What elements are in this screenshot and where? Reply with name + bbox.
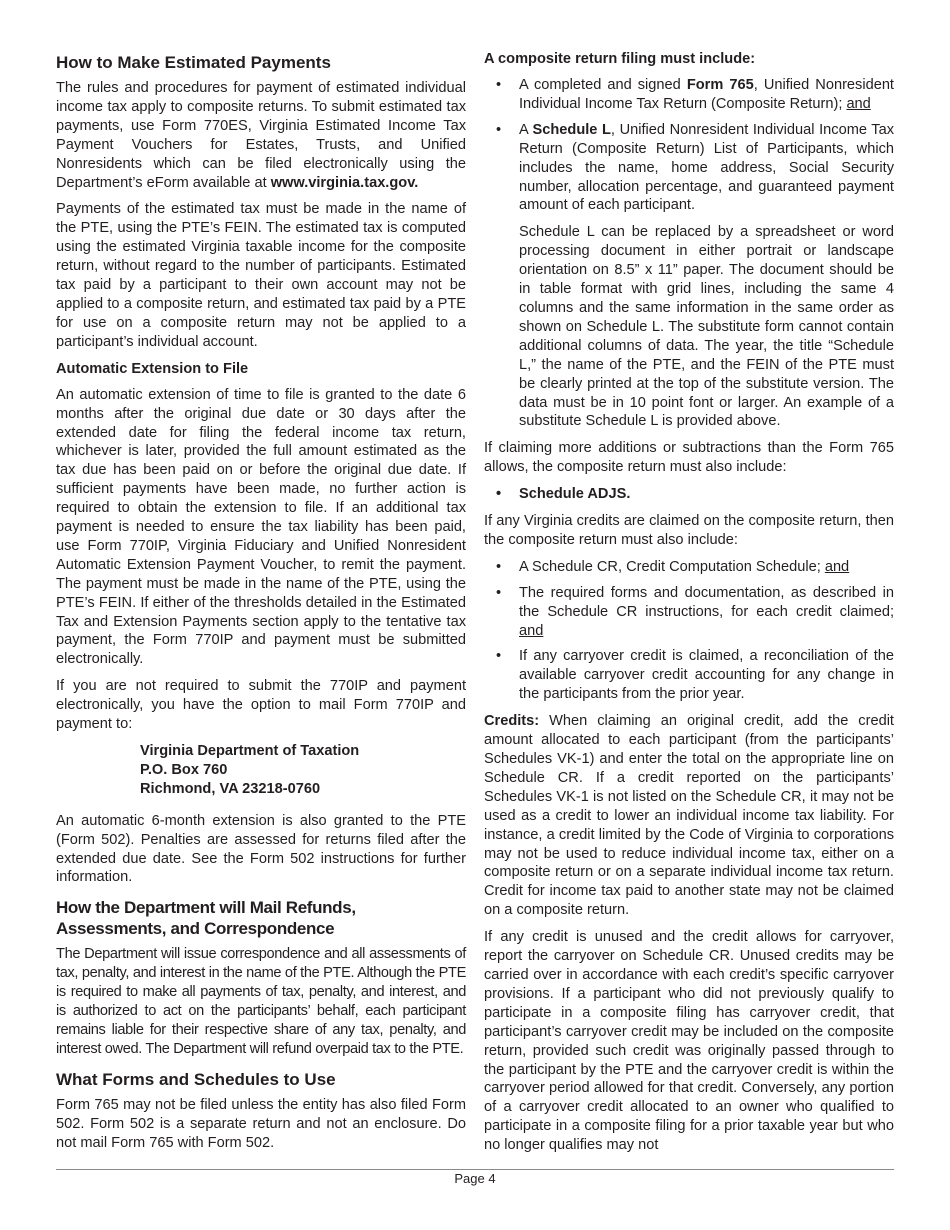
- bullet-icon: •: [496, 584, 502, 601]
- credits-requirements-list: [484, 558, 894, 704]
- item-text: , Unified Nonresident Individual Income Tax Return (Composite Return);: [519, 77, 894, 112]
- right-column: [484, 50, 894, 1163]
- mailing-address: [140, 742, 466, 799]
- list-item-form-765: [484, 76, 894, 114]
- paragraph-text: When claiming an original credit, add the credit amount allocated to each participant (from the participants’ Schedules VK-1) and enter the total on the appropriate line on Schedule CR. If a credit reported on the participants’ Schedules VK-1 is not listed on the Schedule CR, it may not be used as a credit to lower an individual income tax liability. For instance, a credit limited by the Code of Virginia to corporations may not be used to reduce individual income tax, either on a composite return or on a separate individual income tax return. Credit for income tax paid to another state may not be claimed on a composite return.: [484, 713, 894, 919]
- paragraph-estimated-1: [56, 79, 466, 192]
- item-underlined-text: and: [519, 622, 544, 639]
- list-item-schedule-adjs: [484, 485, 894, 504]
- bullet-icon: •: [496, 121, 502, 138]
- paragraph-estimated-2: Payments of the estimated tax must be made in the name of the PTE, using the PTE’s FEIN. The estimated tax is computed using the estimated Virginia taxable income for the composite return, without regard to the number of participants. Estimated tax paid by a participant to their own account may not be applied to a composite return, and estimated tax paid by a PTE for use on a composite return may not be applied to a participant’s individual account.: [56, 201, 466, 350]
- bullet-icon: •: [496, 486, 502, 503]
- item-text: A Schedule CR, Credit Computation Schedule;: [519, 558, 825, 575]
- footer-divider: [56, 1169, 894, 1170]
- item-bold-text: Schedule ADJS.: [519, 486, 631, 503]
- item-bold-text: Schedule L: [532, 121, 611, 138]
- heading-automatic-extension: Automatic Extension to File: [56, 360, 249, 377]
- heading-composite-filing: A composite return filing must include:: [484, 51, 756, 67]
- paragraph-text: The rules and procedures for payment of estimated individual income tax apply to composite returns. To submit estimated tax payments, use Form 770ES, Virginia Estimated Income Tax Payment Vouchers for Estates, Trusts, and Unified Nonresidents which can be filed electronically using the Department’s eForm available at: [56, 80, 466, 191]
- list-item-schedule-cr: [484, 558, 894, 577]
- bullet-icon: •: [496, 77, 502, 93]
- heading-forms-schedules: What Forms and Schedules to Use: [56, 1069, 336, 1089]
- item-bold-text: Form 765: [686, 77, 754, 93]
- item-text: The required forms and documentation, as described in the Schedule CR instructions, for each credit claimed;: [519, 584, 894, 620]
- item-underlined-text: and: [846, 95, 871, 112]
- list-item-schedule-l: [484, 121, 894, 216]
- composite-requirements-list: [484, 76, 894, 215]
- page-number: Page 4: [454, 1171, 496, 1186]
- website-link[interactable]: www.virginia.tax.gov.: [270, 174, 419, 191]
- bullet-icon: •: [496, 558, 502, 575]
- credits-label: Credits:: [484, 713, 540, 730]
- paragraph-unused-credits: If any credit is unused and the credit allows for carryover, report the carryover on Schedule CR. Unused credits may be carried over in accordance with each credit’s specific carryover provisions. If a participant who did not previously qualify to participate in a composite filing has carryover credit, that participant’s carryover credit may be included on the composite return, provided such credit was originally passed through to the participant by the PTE and the carryover credit is within the carryover period allowed for that credit. Conversely, any portion of a carryover credit allocated to an owner who qualified to participate in a composite filing for a prior taxable year but who no longer qualifies may not: [484, 929, 894, 1154]
- paragraph-credits: [484, 712, 894, 920]
- heading-mail-refunds: How the Department will Mail Refunds, Assessments, and Correspondence: [56, 898, 356, 939]
- item-text: , Unified Nonresident Individual Income Tax Return (Composite Return) List of Participants, which includes the name, home address, Social Security number, allocation percentage, and guaranteed payment amount of each participant.: [519, 121, 894, 214]
- paragraph-extension-3: An automatic 6-month extension is also granted to the PTE (Form 502). Penalties are assessed for returns filed after the extended due date. See the Form 502 instructions for further information.: [56, 812, 466, 886]
- item-underlined-text: and: [824, 558, 850, 575]
- paragraph-extension-1: An automatic extension of time to file is granted to the date 6 months after the original due date or 30 days after the extended date for filing the federal income tax return, whichever is later, provided the full amount estimated as the tax due has been paid on or before the original due date. If sufficient payments have been made, no further action is required to obtain the extension to file. If an additional tax payment is needed to ensure the tax liability has been paid, use Form 770IP, Virginia Fiduciary and Unified Nonresident Automatic Extension Payment Voucher, to remit the payment. The payment must be made in the name of the PTE, using the PTE’s FEIN. If either of the thresholds detailed in the Estimated Tax and Extension Payments section apply to the tentative tax payment, the Form 770IP and payment must be submitted electronically.: [56, 386, 466, 668]
- heading-estimated-payments: How to Make Estimated Payments: [56, 53, 331, 72]
- paragraph-forms: Form 765 may not be filed unless the entity has also filed Form 502. Form 502 is a separate return and not an enclosure. Do not mail Form 765 with Form 502.: [56, 1096, 466, 1151]
- item-text: A: [519, 121, 533, 138]
- paragraph-schedule-l-substitute: Schedule L can be replaced by a spreadsheet or word processing document in either portrait or landscape orientation on 8.5” x 11” paper. The document should be in table format with grid lines, including the same 4 columns and the same information in the same order as shown on Schedule L. The substitute form cannot contain additional columns of data. The year, the title “Schedule L,” the name of the PTE, and the FEIN of the PTE must be clearly printed at the top of the substitute version. The data must be in 10 point font or larger. An example of a substitute Schedule L is provided above.: [519, 224, 894, 430]
- paragraph-additions: If claiming more additions or subtractions than the Form 765 allows, the composite return must also include:: [484, 440, 894, 476]
- address-line-3: Richmond, VA 23218-0760: [140, 780, 321, 797]
- adjs-list: [484, 485, 894, 504]
- paragraph-extension-2: If you are not required to submit the 770IP and payment electronically, you have the option to mail Form 770IP and payment to:: [56, 678, 466, 733]
- item-text: If any carryover credit is claimed, a reconciliation of the available carryover credit accounting for any change in the participants from the prior year.: [519, 648, 894, 703]
- bullet-icon: •: [496, 648, 502, 665]
- item-text: A completed and signed: [519, 77, 687, 93]
- address-line-2: P.O. Box 760: [140, 761, 228, 778]
- paragraph-credits-intro: If any Virginia credits are claimed on the composite return, then the composite return must also include:: [484, 513, 894, 548]
- list-item-required-forms: [484, 584, 894, 641]
- paragraph-mail: The Department will issue correspondence and all assessments of tax, penalty, and interest in the name of the PTE. Although the PTE is required to make all payments of tax, penalty, and interest, and is authorized to act on the participants’ behalf, each participant remains liable for their respective share of any tax, penalty, and interest owed. The Department will refund overpaid tax to the PTE.: [56, 946, 466, 1057]
- list-item-carryover: [484, 647, 894, 704]
- address-line-1: Virginia Department of Taxation: [140, 743, 360, 759]
- left-column: [56, 50, 466, 1161]
